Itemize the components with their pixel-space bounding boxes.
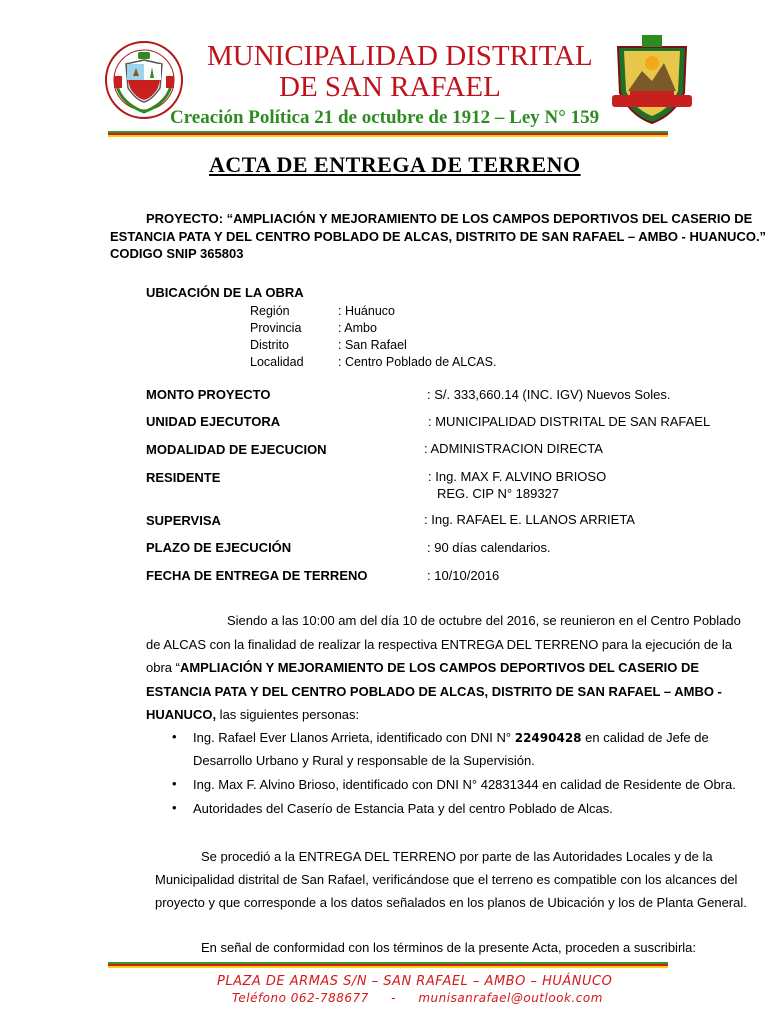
document-title: ACTA DE ENTREGA DE TERRENO — [209, 152, 581, 177]
plazo-value: : 90 días calendarios. — [427, 540, 551, 555]
municipality-title-line2: DE SAN RAFAEL — [279, 71, 501, 103]
bullet1-line1 — [193, 730, 709, 745]
project-line-2: ESTANCIA PATA Y DEL CENTRO POBLADO DE ALCAS, DISTRITO DE SAN RAFAEL – AMBO - HUANUCO.” — [110, 229, 767, 244]
municipal-shield-seal — [612, 33, 692, 125]
paragraph1-line5 — [146, 707, 359, 722]
paragraph3: En señal de conformidad con los términos de la presente Acta, proceden a suscribirla: — [201, 940, 696, 955]
location-district-label: Distrito — [250, 338, 289, 352]
paragraph1-line5-rest: las siguientes personas: — [216, 707, 360, 722]
location-locality-value: : Centro Poblado de ALCAS. — [338, 355, 497, 369]
paragraph2-line2: Municipalidad distrital de San Rafael, verificándose que el terreno es compatible con los alcances del — [155, 872, 738, 887]
footer-phone: Teléfono 062-788677 — [232, 991, 369, 1005]
location-province-label: Provincia — [250, 321, 302, 335]
paragraph1-line2: de ALCAS con la finalidad de realizar la respectiva ENTREGA DEL TERRENO para la ejecución de la — [146, 637, 733, 652]
paragraph1-line4: ESTANCIA PATA Y DEL CENTRO POBLADO DE ALCAS, DISTRITO DE SAN RAFAEL – AMBO - — [146, 684, 722, 699]
location-province-value: : Ambo — [338, 321, 377, 335]
modalidad-value: : ADMINISTRACION DIRECTA — [424, 441, 603, 456]
project-snip-code: CODIGO SNIP 365803 — [110, 246, 244, 261]
plazo-label: PLAZO DE EJECUCIÓN — [146, 540, 292, 555]
bullet-dot-3: • — [172, 800, 177, 815]
bullet1-line2: Desarrollo Urbano y Rural y responsable de la Supervisión. — [193, 753, 535, 768]
unidad-value: : MUNICIPALIDAD DISTRITAL DE SAN RAFAEL — [428, 414, 711, 429]
residente-value: : Ing. MAX F. ALVINO BRIOSO — [428, 469, 607, 484]
footer-email: munisanrafael@outlook.com — [418, 991, 603, 1005]
supervisa-label: SUPERVISA — [146, 513, 221, 528]
location-heading: UBICACIÓN DE LA OBRA — [146, 285, 304, 300]
bullet-dot-1: • — [172, 729, 177, 744]
paragraph2-line1: Se procedió a la ENTREGA DEL TERRENO por parte de las Autoridades Locales y de la — [201, 849, 713, 864]
project-line-1: PROYECTO: “AMPLIACIÓN Y MEJORAMIENTO DE LOS CAMPOS DEPORTIVOS DEL CASERIO DE — [146, 211, 753, 226]
modalidad-label: MODALIDAD DE EJECUCION — [146, 442, 327, 457]
bullet-dot-2: • — [172, 776, 177, 791]
unidad-label: UNIDAD EJECUTORA — [146, 414, 281, 429]
fecha-value: : 10/10/2016 — [427, 568, 500, 583]
residente-cip: REG. CIP N° 189327 — [437, 486, 560, 501]
location-region-value: : Huánuco — [338, 304, 395, 318]
location-region-label: Región — [250, 304, 290, 318]
municipality-title-line1: MUNICIPALIDAD DISTRITAL — [207, 40, 593, 72]
creation-subtitle: Creación Política 21 de octubre de 1912 – Ley N° 159 — [170, 107, 600, 128]
footer-separator: - — [391, 991, 396, 1005]
paragraph1-line5-bold: HUANUCO, — [146, 707, 217, 722]
footer-contact — [232, 991, 603, 1005]
footer-address: PLAZA DE ARMAS S/N – SAN RAFAEL – AMBO – HUÁNUCO — [217, 974, 613, 989]
monto-label: MONTO PROYECTO — [146, 387, 271, 402]
paragraph1-line1: Siendo a las 10:00 am del día 10 de octubre del 2016, se reunieron en el Centro Poblado — [227, 613, 741, 628]
location-district-value: : San Rafael — [338, 338, 407, 352]
bullet1-dni: 22490428 — [514, 731, 582, 745]
header-divider — [108, 131, 668, 137]
paragraph1-line3-bold: AMPLIACIÓN Y MEJORAMIENTO DE LOS CAMPOS DEPORTIVOS DEL CASERIO DE — [179, 660, 700, 675]
paragraph2-line3: proyecto y que corresponde a los datos señalados en los planos de Ubicación y los de Planta General. — [155, 895, 747, 910]
monto-value: : S/. 333,660.14 (INC. IGV) Nuevos Soles. — [427, 387, 671, 402]
fecha-label: FECHA DE ENTREGA DE TERRENO — [146, 568, 368, 583]
supervisa-value: : Ing. RAFAEL E. LLANOS ARRIETA — [424, 512, 635, 527]
location-locality-label: Localidad — [250, 355, 304, 369]
footer-divider — [108, 962, 668, 968]
bullet3-text: Autoridades del Caserío de Estancia Pata y del centro Poblado de Alcas. — [193, 801, 613, 816]
bullet1-text-a: Ing. Rafael Ever Llanos Arrieta, identificado con DNI N° — [193, 730, 512, 745]
bullet2-text: Ing. Max F. Alvino Brioso, identificado con DNI N° 42831344 en calidad de Residente de Obra. — [193, 777, 736, 792]
residente-label: RESIDENTE — [146, 470, 221, 485]
paragraph1-line3-prefix: obra “ — [146, 660, 180, 675]
bullet1-text-b: en calidad de Jefe de — [585, 730, 709, 745]
paragraph1-line3 — [146, 660, 699, 675]
